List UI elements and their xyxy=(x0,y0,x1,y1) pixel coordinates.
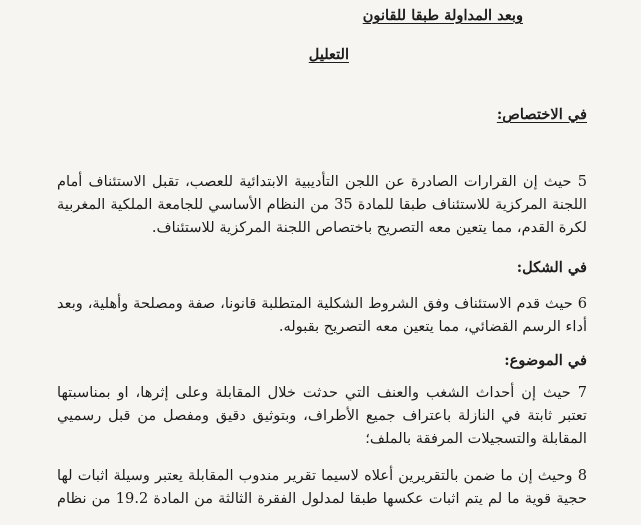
paragraph-line: 8 وحيث إن ما ضمن بالتقريرين أعلاه لاسيما تقرير مندوب المقابلة يعتبر وسيلة اثبات لها xyxy=(57,467,587,484)
paragraph-line: تعتبر ثابتة في النازلة باعتراف جميع الأطراف، وبتوثيق دقيق ومفصل من قبل رسميي xyxy=(57,407,587,424)
paragraph-line: 7 حيث إن أحداث الشغب والعنف التي حدثت خلال المقابلة وعلى إثرها، او بمناسبتها xyxy=(57,384,587,401)
paragraph-line: 6 حيث قدم الاستئناف وفق الشروط الشكلية المتطلبة قانونا، صفة ومصلحة وأهلية، وبعد xyxy=(57,295,587,312)
section-heading-jurisdiction: في الاختصاص: xyxy=(496,106,587,123)
paragraph-line: اللجنة المركزية للاستئناف طبقا للمادة 35 من النظام الأساسي للجامعة الملكية المغربية xyxy=(57,196,587,213)
paragraph-line: 5 حيث إن القرارات الصادرة عن اللجن التأديبية الابتدائية للعصب، تقبل الاستئناف أمام xyxy=(57,173,587,190)
paragraph-8 xyxy=(57,464,587,510)
paragraph-line: لكرة القدم، مما يتعين معه التصريح باختصاص اللجنة المركزية للاستئناف. xyxy=(151,219,587,236)
paragraph-line: حجية قوية ما لم يتم اثبات عكسها طبقا لمدلول الفقرة الثالثة من المادة 19.2 من نظام xyxy=(57,490,587,507)
section-heading-form: في الشكل: xyxy=(516,259,587,276)
deliberation-heading: وبعد المداولة طبقا للقانون xyxy=(362,7,523,24)
paragraph-line: أداء الرسم القضائي، مما يتعين معه التصريح بقبوله. xyxy=(278,318,587,335)
paragraph-5 xyxy=(57,170,587,239)
paragraph-6 xyxy=(57,292,587,338)
reasoning-title: التعليل xyxy=(308,46,349,63)
paragraph-7 xyxy=(57,381,587,450)
paragraph-line: المقابلة والتسجيلات المرفقة بالملف؛ xyxy=(365,430,587,447)
section-heading-subject: في الموضوع: xyxy=(504,352,587,369)
